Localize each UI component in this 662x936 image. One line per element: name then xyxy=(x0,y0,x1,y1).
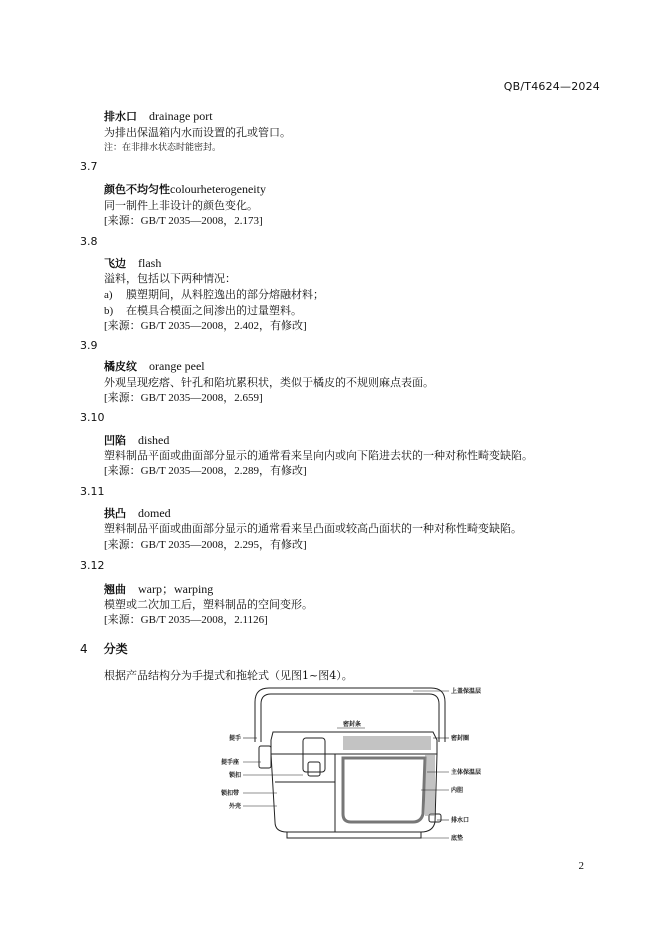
clause-number: 3.8 xyxy=(80,235,98,248)
label-lock: 锁扣 xyxy=(229,772,242,779)
label-handle: 提手 xyxy=(229,735,242,742)
inner-liner-shape xyxy=(343,758,425,822)
term-source: [来源：GB/T 2035—2008，2.659] xyxy=(104,392,263,404)
handle-shape xyxy=(255,688,445,742)
term-en: colourheterogeneity xyxy=(170,182,266,196)
term-en: drainage port xyxy=(149,109,213,123)
list-marker: b) xyxy=(104,305,114,317)
label-lock-strap: 锁扣带 xyxy=(221,790,240,797)
term-zh: 凹陷 xyxy=(104,434,126,447)
term-en: dished xyxy=(138,433,170,447)
section-number: 4 xyxy=(80,642,88,656)
term-zh: 翘曲 xyxy=(104,583,126,596)
label-drain-port: 排水口 xyxy=(451,817,470,824)
term-source: [来源：GB/T 2035—2008，2.402，有修改] xyxy=(104,320,307,332)
term-note: 注：在非排水状态时能密封。 xyxy=(104,143,222,153)
label-outer-shell: 外壳 xyxy=(229,803,242,810)
term-definition: 同一制件上非设计的颜色变化。 xyxy=(104,199,258,212)
term-definition: 溢料，包括以下两种情况： xyxy=(104,272,236,285)
handle-seat-shape xyxy=(259,746,271,768)
term-en: warp；warping xyxy=(138,582,214,596)
term-en: domed xyxy=(138,506,171,520)
term-en: orange peel xyxy=(149,359,205,373)
section-paragraph: 根据产品结构分为手提式和拖轮式（见图1~图4）。 xyxy=(104,669,353,682)
list-text: 膜塑期间，从料腔逸出的部分熔融材料； xyxy=(126,288,324,301)
term-heading xyxy=(104,505,171,521)
term-source: [来源：GB/T 2035—2008，2.173] xyxy=(104,215,263,227)
term-heading xyxy=(104,358,205,374)
term-definition: 为排出保温箱内水而设置的孔或管口。 xyxy=(104,126,291,139)
clause-number: 3.12 xyxy=(80,559,105,572)
clause-number: 3.7 xyxy=(80,160,98,173)
term-heading xyxy=(104,181,266,197)
list-marker: a) xyxy=(104,289,113,301)
term-en: flash xyxy=(138,256,162,270)
section-title: 分类 xyxy=(103,642,128,656)
term-zh: 橘皮纹 xyxy=(104,360,137,373)
body-shape xyxy=(271,754,437,832)
term-source: [来源：GB/T 2035—2008，2.289，有修改] xyxy=(104,465,307,477)
lock-shape xyxy=(303,738,325,772)
list-item xyxy=(104,302,302,318)
clause-number: 3.10 xyxy=(80,411,105,424)
term-heading xyxy=(104,432,169,448)
label-inner-liner: 内胆 xyxy=(451,787,464,794)
cooler-box-figure xyxy=(215,682,495,852)
term-zh: 排水口 xyxy=(104,110,137,123)
base-shape xyxy=(287,832,421,838)
term-definition: 塑料制品平面或曲面部分显示的通常看来呈向内或向下陷进去状的一种对称性畸变缺陷。 xyxy=(104,449,533,462)
term-zh: 颜色不均匀性 xyxy=(104,183,170,196)
term-heading xyxy=(104,580,213,597)
term-source: [来源：GB/T 2035—2008，2.295，有修改] xyxy=(104,539,307,551)
list-text: 在模具合模面之间渗出的过量塑料。 xyxy=(126,304,302,317)
standard-code: QB/T4624—2024 xyxy=(503,80,600,93)
term-zh: 拱凸 xyxy=(104,507,126,520)
term-heading-drainage-port xyxy=(104,108,213,124)
term-source: [来源：GB/T 2035—2008，2.1126] xyxy=(104,614,268,626)
page-number: 2 xyxy=(578,860,584,872)
term-definition: 外观呈现疙瘩、针孔和陷坑累积状，类似于橘皮的不规则麻点表面。 xyxy=(104,376,434,389)
label-top-insulation: 上盖保温层 xyxy=(451,688,482,695)
label-seal-ring: 密封圈 xyxy=(451,735,470,742)
label-base-pad: 底垫 xyxy=(451,835,464,842)
term-definition: 模塑或二次加工后，塑料制品的空间变形。 xyxy=(104,598,313,611)
clause-number: 3.11 xyxy=(80,485,105,498)
label-seal-strip: 密封条 xyxy=(343,721,362,728)
clause-number: 3.9 xyxy=(80,339,98,352)
label-handle-seat: 提手座 xyxy=(221,759,240,766)
label-main-insulation: 主体保温层 xyxy=(451,769,482,776)
list-item xyxy=(104,286,324,302)
term-heading xyxy=(104,255,161,271)
term-definition: 塑料制品平面或曲面部分显示的通常看来呈凸面或较高凸面状的一种对称性畸变缺陷。 xyxy=(104,522,522,535)
term-zh: 飞边 xyxy=(104,257,126,270)
section-heading xyxy=(80,640,128,657)
